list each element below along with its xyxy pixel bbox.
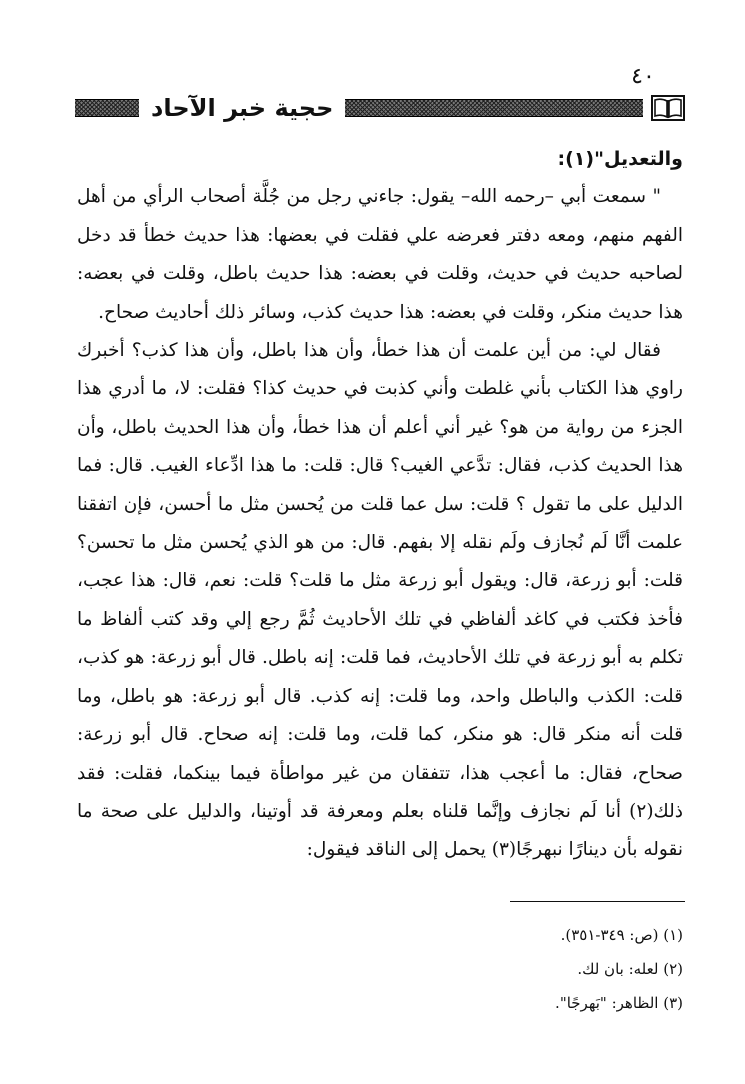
text-line-opening: والتعديل"(١): <box>557 148 683 170</box>
footnotes <box>77 918 683 1020</box>
footnote-divider <box>510 901 685 902</box>
paragraph: " سمعت أبي –رحمه الله– يقول: جاءني رجل من جُلَّة أصحاب الرأي من أهل الفهم منهم، ومعه دفتر فعرضه علي فقلت في بعضها: هذا حديث خطأ قد دخل لصاحبه حديث في حديث، وقلت في بعضه: هذا حديث باطل، وقلت في بعضه: هذا حديث منكر، وقلت في بعضه: هذا حديث كذب، وسائر ذلك أحاديث صحاح. <box>77 186 683 323</box>
header-title: حجية خبر الآحاد <box>151 94 334 122</box>
running-header <box>75 92 685 124</box>
header-ornament-bar <box>345 99 643 117</box>
page-number: ٤٠ <box>631 64 655 89</box>
header-ornament-bar-short <box>75 99 139 117</box>
footnote-3: (٣) الظاهر: "بَهرجًا". <box>555 994 683 1012</box>
footnote-1: (١) (ص: ٣٤٩-٣٥١). <box>560 926 683 944</box>
main-text <box>77 140 683 870</box>
footnote-2: (٢) لعله: بان لك. <box>577 960 683 978</box>
paragraph: فقال لي: من أين علمت أن هذا خطأ، وأن هذا باطل، وأن هذا كذب؟ أخبرك راوي هذا الكتاب بأني غلطت وأني كذبت في حديث كذا؟ فقلت: لا، ما أدري هذا الجزء من رواية من هو؟ غير أني أعلم أن هذا خطأ، وأن هذا الحديث باطل، وأن هذا الحديث كذب، فقال: تدَّعي الغيب؟ قال: قلت: ما هذا ادِّعاء الغيب. قال: فما الدليل على ما تقول ؟ قلت: سل عما قلت من يُحسن مثل ما أحسن، فإن اتفقنا علمت أنَّا لَم نُجازف ولَم نقله إلا بفهم. قال: من هو الذي يُحسن مثل ما تحسن؟ قلت: أبو زرعة، قال: ويقول أبو زرعة مثل ما قلت؟ قلت: نعم، قال: هذا عجب، فأخذ فكتب في كاغد ألفاظي في تلك الأحاديث ثُمَّ رجع إلي وقد كتب ألفاظ ما تكلم به أبو زرعة في تلك الأحاديث، فما قلت: إنه باطل. قال أبو زرعة: هو كذب، قلت: الكذب والباطل واحد، وما قلت: إنه كذب. قال أبو زرعة: هو باطل، وما قلت أنه منكر قال: هو منكر، كما قلت، وما قلت: إنه صحاح. قال أبو زرعة: صحاح، فقال: ما أعجب هذا، تتفقان من غير مواطأة فيما بينكما، فقلت: فقد ذلك(٢) أنا لَم نجازف وإنَّما قلناه بعلم ومعرفة قد أوتينا، والدليل على صحة ما نقوله بأن دينارًا نبهرجًا(٣) يحمل إلى الناقد فيقول: <box>77 340 683 861</box>
open-book-icon <box>651 95 685 121</box>
